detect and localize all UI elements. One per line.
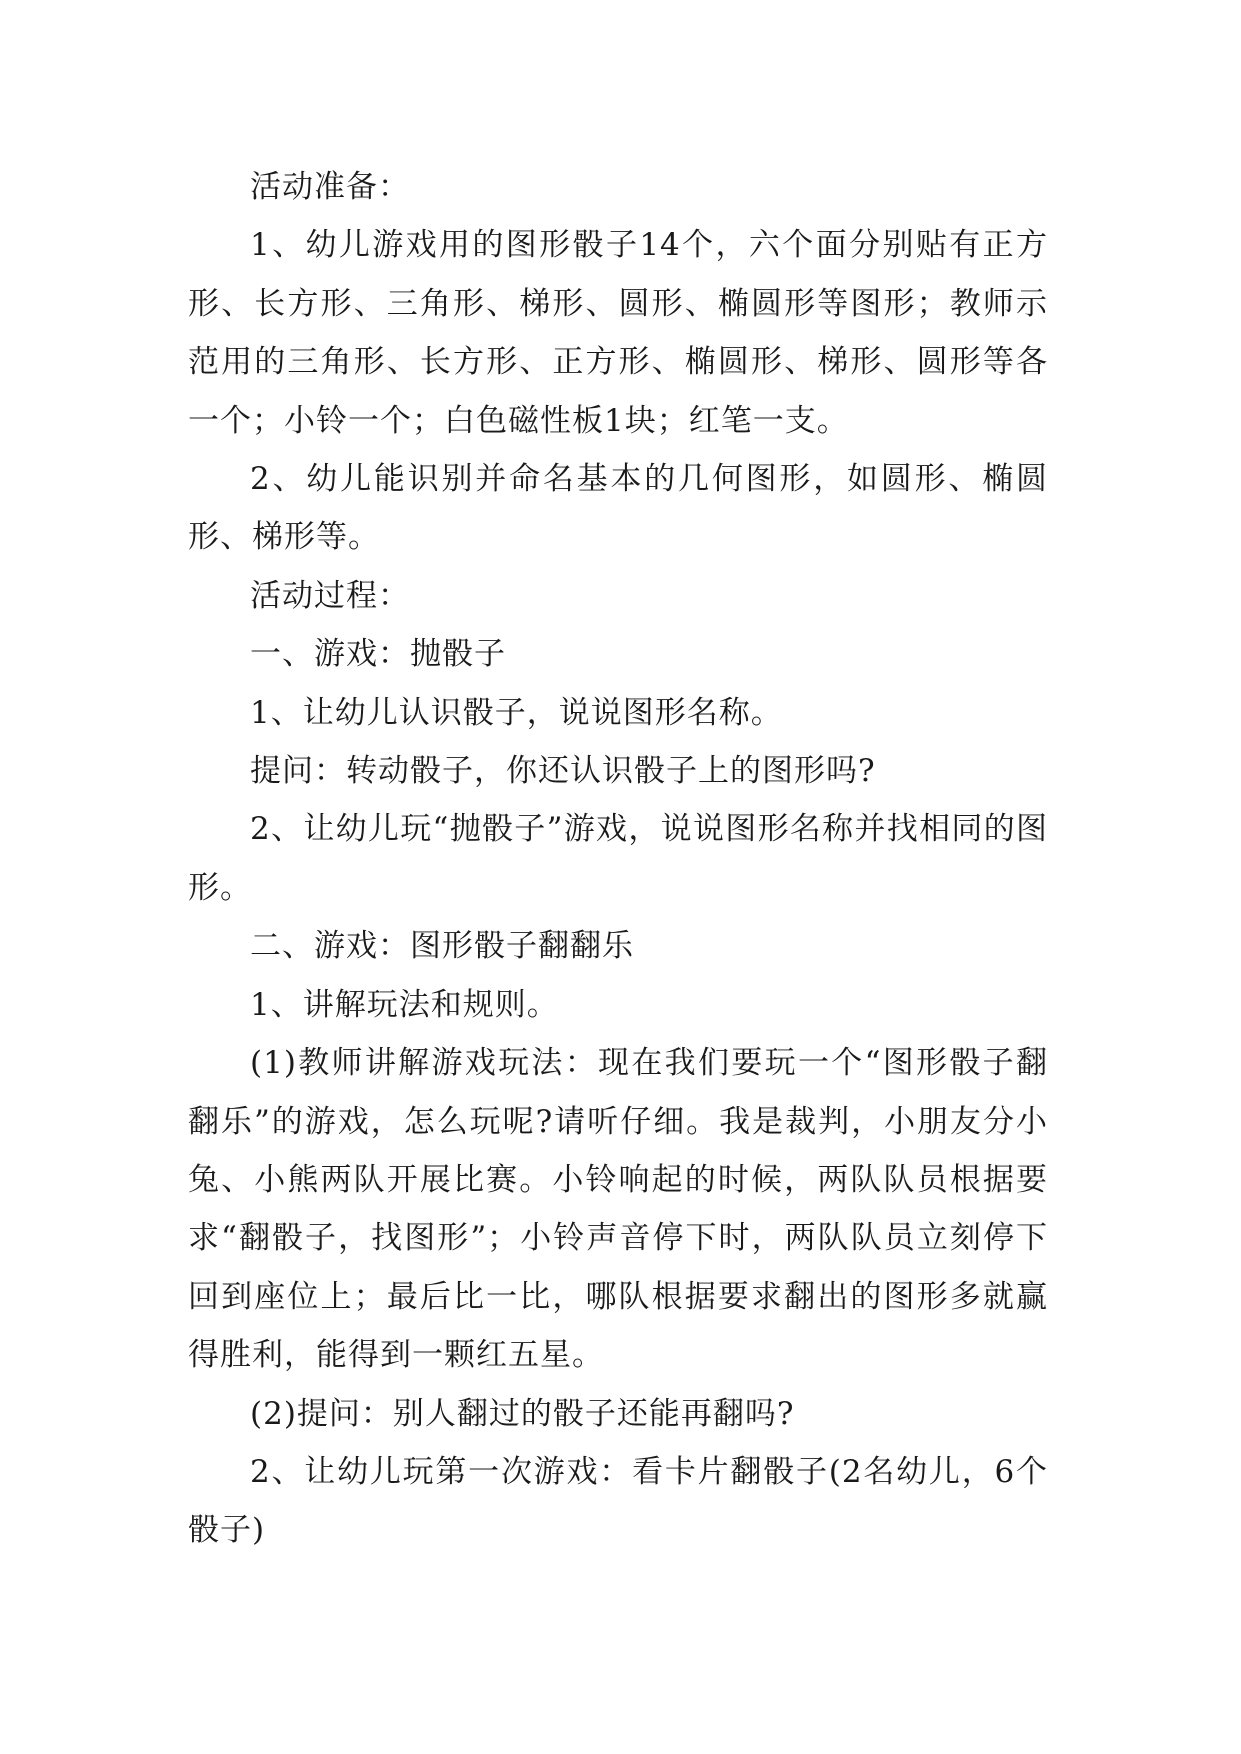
paragraph: 活动准备： [250, 169, 410, 205]
paragraph: (2)提问：别人翻过的骰子还能再翻吗? [250, 1395, 795, 1432]
paragraph: 活动过程： [250, 577, 410, 614]
paragraph: 2、让幼儿玩第一次游戏：看卡片翻骰子(2名幼儿，6个骰子) [188, 1453, 1048, 1549]
paragraph: 1、讲解玩法和规则。 [250, 986, 559, 1023]
paragraph: 1、幼儿游戏用的图形骰子14个，六个面分别贴有正方形、长方形、三角形、梯形、圆形、椭圆形等图形；教师示范用的三角形、长方形、正方形、椭圆形、梯形、圆形等各一个；小铃一个；白色磁性板1块；红笔一支。 [188, 227, 1048, 439]
paragraph: 二、游戏：图形骰子翻翻乐 [250, 928, 634, 965]
paragraph: 2、让幼儿玩“抛骰子”游戏，说说图形名称并找相同的图形。 [188, 811, 1048, 906]
paragraph: 1、让幼儿认识骰子，说说图形名称。 [250, 694, 783, 731]
paragraph: (1)教师讲解游戏玩法：现在我们要玩一个“图形骰子翻翻乐”的游戏，怎么玩呢?请听仔细。我是裁判，小朋友分小兔、小熊两队开展比赛。小铃响起的时候，两队队员根据要求“翻骰子，找图形”；小铃声音停下时，两队队员立刻停下回到座位上；最后比一比，哪队根据要求翻出的图形多就赢得胜利，能得到一颗红五星。 [188, 1045, 1048, 1374]
paragraph: 一、游戏：抛骰子 [250, 636, 506, 673]
paragraph: 提问：转动骰子，你还认识骰子上的图形吗? [250, 753, 876, 790]
document-body [188, 158, 1048, 1560]
paragraph: 2、幼儿能识别并命名基本的几何图形，如圆形、椭圆形、梯形等。 [188, 461, 1048, 556]
